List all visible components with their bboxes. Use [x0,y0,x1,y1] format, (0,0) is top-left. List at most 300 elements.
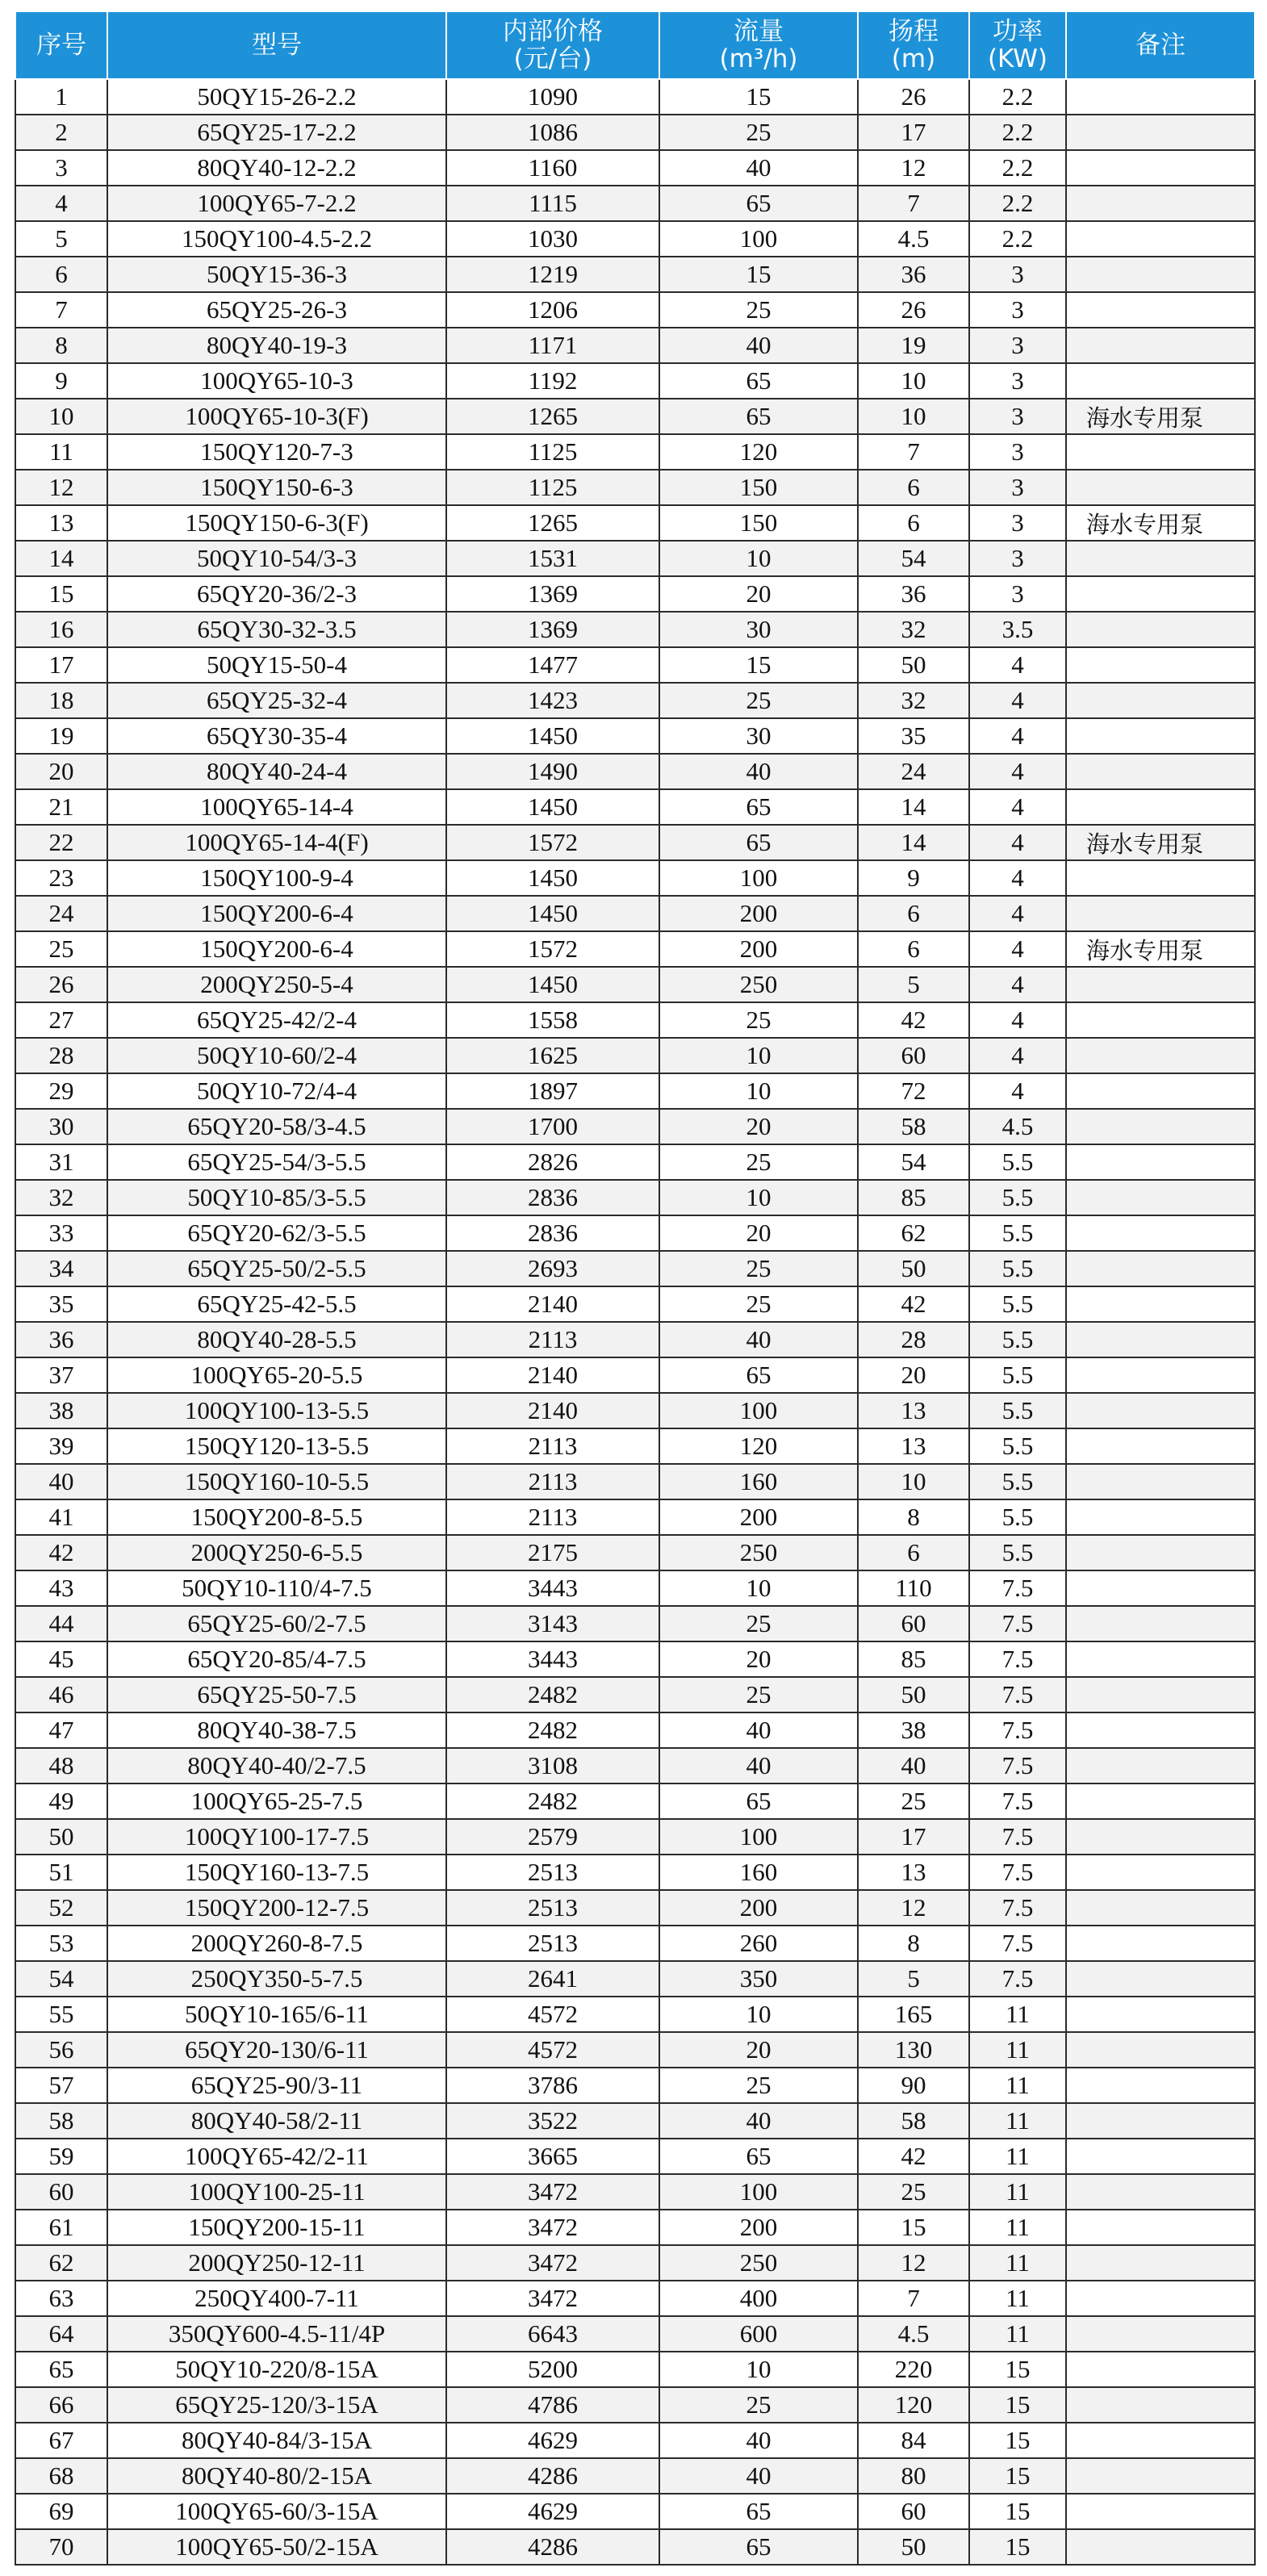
cell-model: 150QY200-12-7.5 [107,1890,446,1926]
cell-note [1066,1499,1255,1535]
cell-flow: 30 [659,718,858,754]
cell-index: 21 [15,789,107,825]
cell-price: 1206 [446,292,659,328]
cell-index: 47 [15,1712,107,1748]
table-row [15,2032,1255,2068]
cell-price: 1558 [446,1002,659,1038]
cell-price: 1160 [446,150,659,186]
table-row [15,2387,1255,2423]
cell-model: 80QY40-84/3-15A [107,2423,446,2458]
cell-power: 7.5 [969,1961,1066,1997]
cell-note [1066,1641,1255,1677]
cell-note [1066,1002,1255,1038]
table-row [15,2352,1255,2387]
cell-model: 80QY40-58/2-11 [107,2103,446,2139]
table-row [15,541,1255,576]
cell-flow: 10 [659,2352,858,2387]
cell-flow: 250 [659,1535,858,1570]
cell-power: 7.5 [969,1570,1066,1606]
cell-head: 40 [858,1748,969,1784]
cell-model: 200QY250-6-5.5 [107,1535,446,1570]
cell-model: 150QY160-13-7.5 [107,1855,446,1890]
cell-model: 250QY400-7-11 [107,2281,446,2316]
cell-note [1066,789,1255,825]
cell-index: 39 [15,1428,107,1464]
table-row [15,2103,1255,2139]
cell-note [1066,2423,1255,2458]
cell-flow: 260 [659,1926,858,1961]
cell-index: 51 [15,1855,107,1890]
cell-head: 10 [858,1464,969,1499]
cell-head: 6 [858,470,969,505]
cell-flow: 150 [659,470,858,505]
cell-index: 56 [15,2032,107,2068]
cell-flow: 25 [659,2068,858,2103]
cell-index: 18 [15,683,107,718]
cell-power: 15 [969,2494,1066,2529]
cell-model: 50QY10-165/6-11 [107,1997,446,2032]
cell-price: 1192 [446,363,659,399]
cell-flow: 400 [659,2281,858,2316]
header-note-label: 备注 [1135,31,1185,60]
header-index-label: 序号 [36,31,86,60]
cell-power: 5.5 [969,1215,1066,1251]
cell-power: 5.5 [969,1393,1066,1428]
cell-head: 6 [858,505,969,541]
cell-flow: 30 [659,612,858,647]
cell-note [1066,754,1255,789]
table-row [15,1002,1255,1038]
cell-model: 200QY260-8-7.5 [107,1926,446,1961]
table-row [15,2458,1255,2494]
table-row [15,1997,1255,2032]
cell-price: 1115 [446,186,659,221]
cell-price: 2140 [446,1393,659,1428]
cell-head: 4.5 [858,221,969,257]
cell-note [1066,363,1255,399]
cell-index: 62 [15,2245,107,2281]
cell-flow: 20 [659,576,858,612]
cell-power: 7.5 [969,1890,1066,1926]
cell-flow: 40 [659,150,858,186]
cell-note [1066,1748,1255,1784]
cell-power: 3 [969,576,1066,612]
cell-power: 4 [969,1002,1066,1038]
cell-power: 11 [969,2103,1066,2139]
cell-note: 海水专用泵 [1066,825,1255,860]
cell-index: 46 [15,1677,107,1712]
cell-head: 120 [858,2387,969,2423]
cell-model: 65QY25-50-7.5 [107,1677,446,1712]
cell-price: 3522 [446,2103,659,2139]
cell-model: 150QY120-13-5.5 [107,1428,446,1464]
cell-model: 80QY40-38-7.5 [107,1712,446,1748]
cell-flow: 20 [659,2032,858,2068]
cell-flow: 40 [659,328,858,363]
cell-flow: 120 [659,1428,858,1464]
cell-flow: 250 [659,2245,858,2281]
table-row [15,860,1255,896]
cell-index: 19 [15,718,107,754]
cell-model: 50QY15-50-4 [107,647,446,683]
cell-model: 100QY65-60/3-15A [107,2494,446,2529]
cell-index: 38 [15,1393,107,1428]
cell-note [1066,1144,1255,1180]
cell-price: 1125 [446,434,659,470]
cell-model: 65QY20-58/3-4.5 [107,1109,446,1144]
cell-power: 3 [969,541,1066,576]
cell-head: 42 [858,1286,969,1322]
cell-model: 80QY40-40/2-7.5 [107,1748,446,1784]
cell-note [1066,1038,1255,1073]
cell-head: 220 [858,2352,969,2387]
table-row [15,2494,1255,2529]
table-row [15,1322,1255,1357]
cell-model: 150QY200-6-4 [107,931,446,967]
cell-power: 3 [969,292,1066,328]
cell-note [1066,2316,1255,2352]
cell-power: 7.5 [969,1606,1066,1641]
cell-flow: 100 [659,860,858,896]
cell-price: 1450 [446,860,659,896]
cell-flow: 25 [659,1144,858,1180]
cell-index: 64 [15,2316,107,2352]
table-row [15,967,1255,1002]
cell-power: 5.5 [969,1251,1066,1286]
cell-power: 15 [969,2387,1066,2423]
cell-head: 19 [858,328,969,363]
cell-note [1066,292,1255,328]
cell-index: 20 [15,754,107,789]
cell-flow: 200 [659,1499,858,1535]
cell-power: 7.5 [969,1926,1066,1961]
cell-index: 35 [15,1286,107,1322]
cell-power: 4 [969,860,1066,896]
cell-power: 4 [969,967,1066,1002]
cell-power: 5.5 [969,1428,1066,1464]
cell-flow: 600 [659,2316,858,2352]
cell-price: 4572 [446,2032,659,2068]
table-row [15,1748,1255,1784]
cell-index: 70 [15,2529,107,2565]
cell-price: 3472 [446,2281,659,2316]
table-row [15,399,1255,434]
cell-note [1066,1109,1255,1144]
table-row [15,1393,1255,1428]
cell-head: 13 [858,1428,969,1464]
cell-index: 10 [15,399,107,434]
header-flow-unit: (m³/h) [719,44,798,73]
cell-head: 72 [858,1073,969,1109]
cell-price: 3472 [446,2245,659,2281]
cell-flow: 40 [659,1712,858,1748]
cell-model: 100QY65-50/2-15A [107,2529,446,2565]
cell-model: 150QY100-4.5-2.2 [107,221,446,257]
cell-power: 2.2 [969,115,1066,150]
cell-head: 4.5 [858,2316,969,2352]
cell-price: 1477 [446,647,659,683]
cell-note [1066,1286,1255,1322]
table-row [15,2423,1255,2458]
cell-flow: 10 [659,1997,858,2032]
table-row [15,1926,1255,1961]
cell-model: 65QY25-120/3-15A [107,2387,446,2423]
cell-flow: 40 [659,754,858,789]
cell-price: 3472 [446,2174,659,2210]
cell-head: 60 [858,1606,969,1641]
cell-note [1066,79,1255,115]
table-row [15,115,1255,150]
cell-flow: 65 [659,789,858,825]
cell-index: 65 [15,2352,107,2387]
cell-note [1066,718,1255,754]
cell-power: 7.5 [969,1748,1066,1784]
cell-head: 84 [858,2423,969,2458]
cell-head: 85 [858,1641,969,1677]
cell-index: 33 [15,1215,107,1251]
cell-note: 海水专用泵 [1066,399,1255,434]
cell-flow: 25 [659,1002,858,1038]
table-row [15,363,1255,399]
cell-power: 3 [969,328,1066,363]
cell-power: 3 [969,257,1066,292]
cell-index: 27 [15,1002,107,1038]
cell-model: 150QY200-6-4 [107,896,446,931]
table-row [15,1038,1255,1073]
table-row [15,576,1255,612]
cell-note: 海水专用泵 [1066,931,1255,967]
cell-index: 41 [15,1499,107,1535]
cell-price: 2482 [446,1677,659,1712]
cell-price: 2113 [446,1464,659,1499]
cell-flow: 200 [659,2210,858,2245]
table-row [15,2139,1255,2174]
cell-note [1066,1357,1255,1393]
cell-note [1066,576,1255,612]
cell-price: 1030 [446,221,659,257]
header-price-unit: (元/台) [513,44,592,73]
cell-head: 50 [858,2529,969,2565]
cell-price: 1219 [446,257,659,292]
cell-index: 34 [15,1251,107,1286]
cell-note [1066,1784,1255,1819]
table-row [15,2174,1255,2210]
cell-model: 200QY250-5-4 [107,967,446,1002]
cell-head: 42 [858,1002,969,1038]
cell-index: 16 [15,612,107,647]
cell-flow: 25 [659,1677,858,1712]
table-body [15,79,1255,2565]
cell-flow: 15 [659,257,858,292]
header-index [15,11,107,79]
cell-note [1066,967,1255,1002]
cell-power: 5.5 [969,1144,1066,1180]
cell-index: 32 [15,1180,107,1215]
cell-index: 55 [15,1997,107,2032]
cell-price: 1625 [446,1038,659,1073]
cell-note [1066,115,1255,150]
cell-price: 1572 [446,825,659,860]
cell-price: 5200 [446,2352,659,2387]
cell-price: 3443 [446,1570,659,1606]
cell-price: 1450 [446,896,659,931]
cell-flow: 160 [659,1855,858,1890]
cell-note [1066,150,1255,186]
cell-index: 1 [15,79,107,115]
cell-power: 7.5 [969,1855,1066,1890]
cell-price: 6643 [446,2316,659,2352]
cell-head: 36 [858,576,969,612]
cell-price: 3108 [446,1748,659,1784]
cell-head: 90 [858,2068,969,2103]
cell-power: 15 [969,2423,1066,2458]
cell-head: 54 [858,1144,969,1180]
cell-price: 1369 [446,576,659,612]
cell-head: 13 [858,1855,969,1890]
cell-price: 1369 [446,612,659,647]
cell-model: 150QY120-7-3 [107,434,446,470]
table-row [15,1144,1255,1180]
cell-note [1066,328,1255,363]
cell-index: 8 [15,328,107,363]
cell-flow: 65 [659,399,858,434]
cell-power: 3 [969,399,1066,434]
cell-head: 17 [858,115,969,150]
table-row [15,221,1255,257]
cell-flow: 65 [659,825,858,860]
table-row [15,186,1255,221]
table-row [15,1499,1255,1535]
cell-flow: 65 [659,2139,858,2174]
cell-price: 1700 [446,1109,659,1144]
cell-price: 3472 [446,2210,659,2245]
cell-power: 11 [969,2281,1066,2316]
cell-note [1066,2210,1255,2245]
cell-note [1066,1961,1255,1997]
cell-model: 80QY40-12-2.2 [107,150,446,186]
cell-model: 65QY20-62/3-5.5 [107,1215,446,1251]
cell-price: 2113 [446,1499,659,1535]
cell-price: 1490 [446,754,659,789]
table-row [15,647,1255,683]
cell-index: 6 [15,257,107,292]
cell-price: 4786 [446,2387,659,2423]
cell-index: 14 [15,541,107,576]
table-row [15,2245,1255,2281]
cell-model: 100QY65-10-3(F) [107,399,446,434]
cell-index: 43 [15,1570,107,1606]
cell-note [1066,2245,1255,2281]
cell-note [1066,186,1255,221]
cell-note [1066,470,1255,505]
cell-head: 50 [858,1677,969,1712]
cell-price: 3143 [446,1606,659,1641]
cell-price: 4286 [446,2529,659,2565]
cell-note [1066,2387,1255,2423]
cell-power: 15 [969,2352,1066,2387]
cell-price: 2482 [446,1784,659,1819]
cell-head: 58 [858,2103,969,2139]
cell-power: 4 [969,789,1066,825]
table-row [15,1109,1255,1144]
table-row [15,1677,1255,1712]
cell-head: 8 [858,1499,969,1535]
table-row [15,789,1255,825]
cell-note [1066,2352,1255,2387]
cell-note [1066,1428,1255,1464]
cell-model: 50QY10-60/2-4 [107,1038,446,1073]
cell-price: 2693 [446,1251,659,1286]
cell-note [1066,2174,1255,2210]
cell-head: 42 [858,2139,969,2174]
table-row [15,2210,1255,2245]
cell-model: 100QY65-14-4 [107,789,446,825]
table-row [15,1286,1255,1322]
cell-note [1066,2032,1255,2068]
cell-model: 150QY200-8-5.5 [107,1499,446,1535]
cell-index: 17 [15,647,107,683]
cell-flow: 100 [659,1393,858,1428]
cell-price: 1897 [446,1073,659,1109]
cell-note [1066,647,1255,683]
cell-head: 12 [858,1890,969,1926]
cell-model: 50QY10-72/4-4 [107,1073,446,1109]
cell-model: 100QY100-13-5.5 [107,1393,446,1428]
cell-power: 5.5 [969,1286,1066,1322]
header-model [107,11,446,79]
cell-model: 65QY25-26-3 [107,292,446,328]
cell-price: 1265 [446,505,659,541]
cell-price: 3443 [446,1641,659,1677]
cell-head: 62 [858,1215,969,1251]
cell-head: 32 [858,612,969,647]
cell-price: 1265 [446,399,659,434]
cell-model: 150QY200-15-11 [107,2210,446,2245]
cell-head: 58 [858,1109,969,1144]
header-row [15,11,1255,79]
header-note [1066,11,1255,79]
cell-note [1066,1393,1255,1428]
cell-price: 1450 [446,967,659,1002]
table-row [15,2316,1255,2352]
table-row [15,612,1255,647]
cell-note [1066,1535,1255,1570]
cell-flow: 25 [659,1251,858,1286]
cell-model: 50QY15-26-2.2 [107,79,446,115]
cell-index: 7 [15,292,107,328]
cell-price: 2513 [446,1890,659,1926]
table-row [15,150,1255,186]
cell-index: 40 [15,1464,107,1499]
cell-model: 150QY100-9-4 [107,860,446,896]
cell-power: 4.5 [969,1109,1066,1144]
cell-note [1066,541,1255,576]
cell-head: 6 [858,1535,969,1570]
cell-power: 11 [969,2174,1066,2210]
cell-note [1066,434,1255,470]
cell-model: 150QY150-6-3 [107,470,446,505]
cell-index: 30 [15,1109,107,1144]
cell-note [1066,1677,1255,1712]
cell-model: 100QY100-25-11 [107,2174,446,2210]
cell-index: 58 [15,2103,107,2139]
cell-note [1066,2139,1255,2174]
cell-model: 80QY40-80/2-15A [107,2458,446,2494]
cell-flow: 15 [659,647,858,683]
cell-power: 2.2 [969,79,1066,115]
header-power-unit: (KW) [987,44,1048,73]
cell-note [1066,1570,1255,1606]
